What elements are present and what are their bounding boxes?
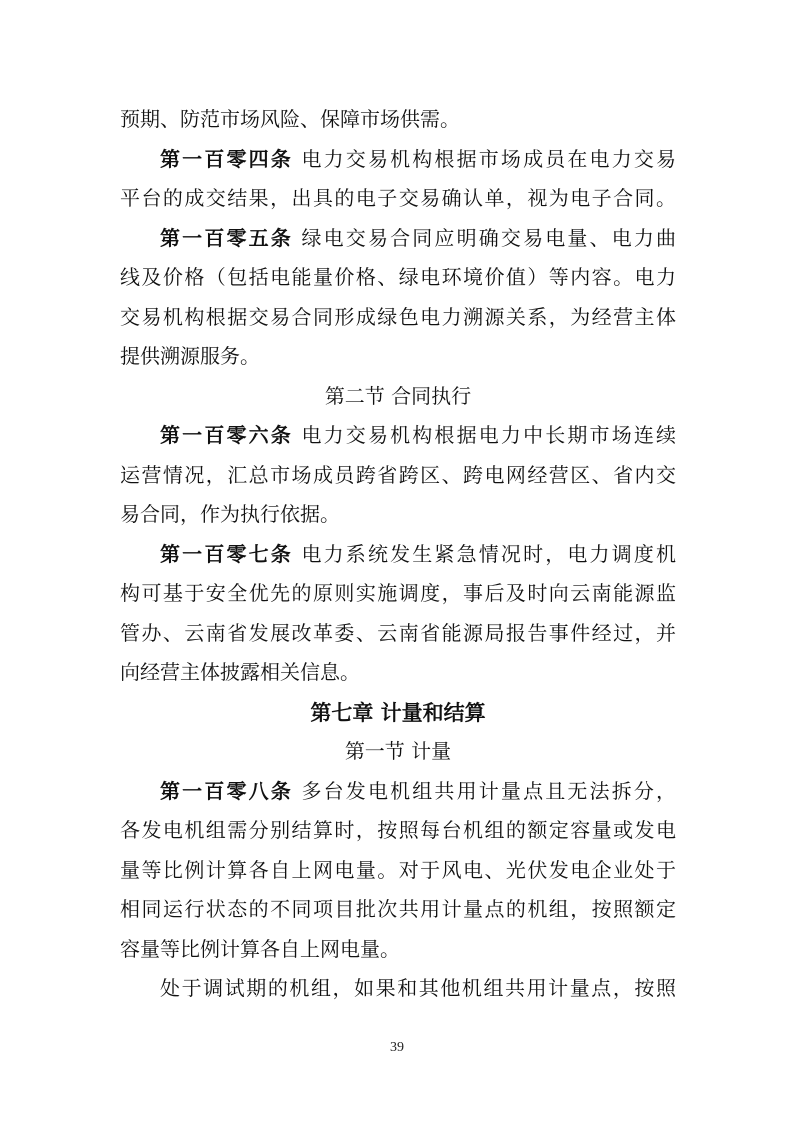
article-107-text: 电力系统发生紧急情况时，电力调度机: [301, 541, 676, 566]
article-107-line-1: [120, 535, 676, 575]
article-105-title: 第一百零五条: [160, 225, 293, 250]
text-line: 线及价格（包括电能量价格、绿电环境价值）等内容。电力: [120, 265, 676, 289]
section-heading: 第二节 合同执行: [324, 383, 472, 408]
text-line: 管办、云南省发展改革委、云南省能源局报告事件经过，并: [120, 620, 676, 645]
article-106-line-1: [120, 416, 676, 456]
page-body: [120, 100, 676, 1009]
article-106-text: 电力交易机构根据电力中长期市场连续: [301, 423, 676, 447]
text-line: 提供溯源服务。: [120, 344, 260, 368]
paragraph-line: 处于调试期的机组，如果和其他机组共用计量点，按照: [160, 976, 676, 1000]
article-104-title: 第一百零四条: [160, 146, 293, 171]
text-line: 各发电机组需分别结算时，按照每台机组的额定容量或发电: [120, 818, 676, 842]
text-line: 预期、防范市场风险、保障市场供需。: [120, 107, 460, 131]
text-line: 向经营主体披露相关信息。: [120, 660, 360, 684]
text-line: 交易机构根据交易合同形成绿色电力溯源关系，为经营主体: [120, 304, 676, 329]
text-line: 易合同，作为执行依据。: [120, 502, 340, 526]
article-105-text: 绿电交易合同应明确交易电量、电力曲: [301, 225, 676, 250]
article-104-text: 电力交易机构根据市场成员在电力交易: [301, 146, 676, 171]
text-line: 容量等比例计算各自上网电量。: [120, 936, 400, 961]
article-104-line-1: [120, 140, 676, 180]
text-line: 构可基于安全优先的原则实施调度，事后及时向云南能源监: [120, 581, 676, 605]
article-106-title: 第一百零六条: [160, 423, 293, 447]
text-line: 相同运行状态的不同项目批次共用计量点的机组，按照额定: [120, 897, 676, 921]
article-107-title: 第一百零七条: [160, 541, 293, 566]
article-108-line-1: [120, 772, 676, 812]
article-108-text: 多台发电机组共用计量点且无法拆分，: [301, 778, 676, 803]
section-heading: 第一节 计量: [344, 739, 452, 763]
page-number: 39: [390, 1040, 404, 1055]
article-105-line-1: [120, 219, 676, 259]
article-108-title: 第一百零八条: [160, 778, 293, 803]
chapter-heading: 第七章 计量和结算: [310, 699, 486, 725]
text-line: 量等比例计算各自上网电量。对于风电、光伏发电企业处于: [120, 857, 676, 882]
text-line: 平台的成交结果，出具的电子交易确认单，视为电子合同。: [120, 186, 676, 210]
text-line: 运营情况，汇总市场成员跨省跨区、跨电网经营区、省内交: [120, 462, 676, 487]
